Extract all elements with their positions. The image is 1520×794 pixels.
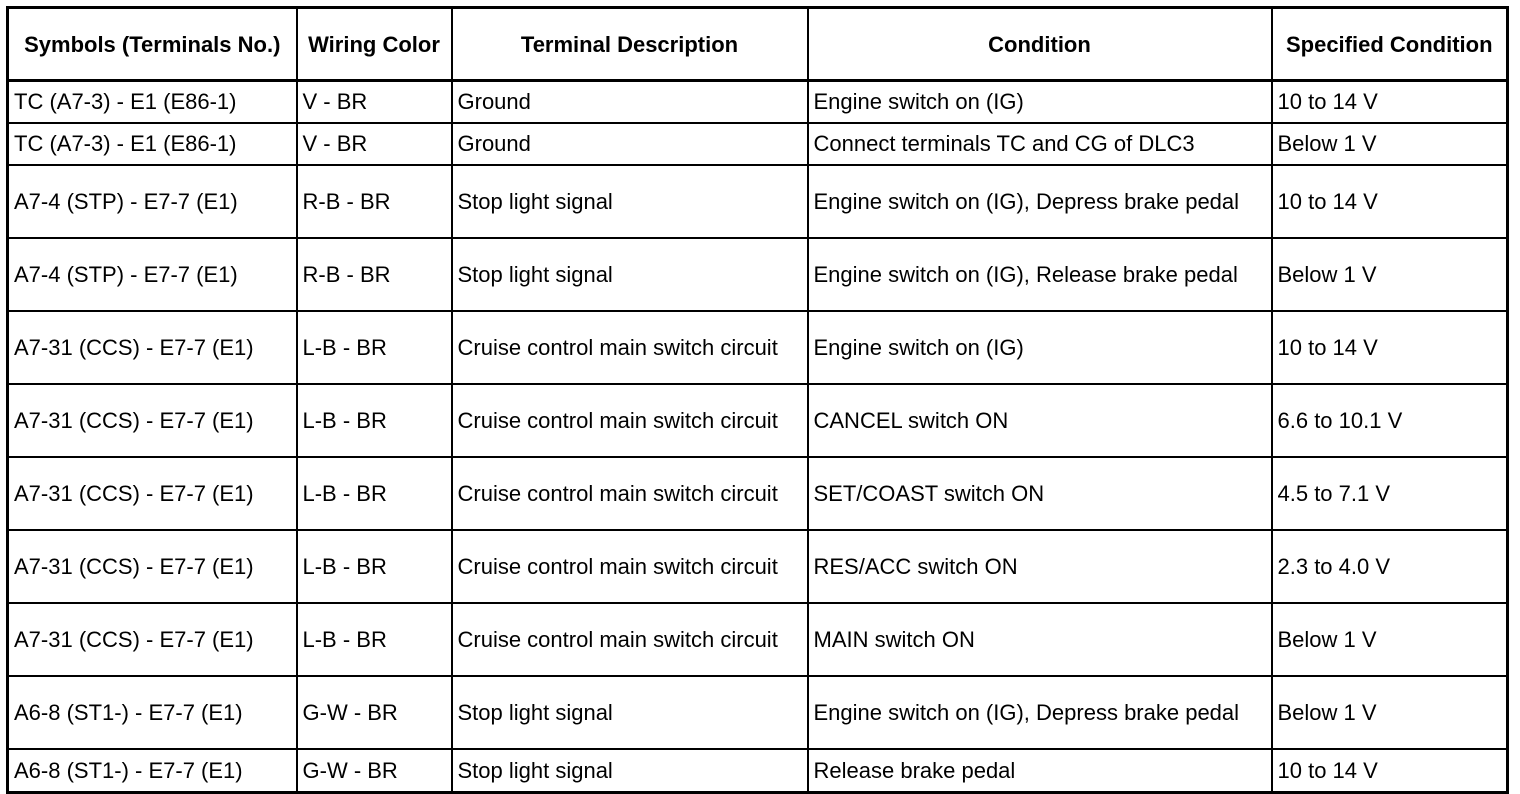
- cell-symbols: A6-8 (ST1-) - E7-7 (E1): [8, 676, 297, 749]
- cell-condition: Connect terminals TC and CG of DLC3: [808, 123, 1272, 165]
- cell-specified-condition: Below 1 V: [1272, 603, 1508, 676]
- header-specified-condition: Specified Condition: [1272, 8, 1508, 81]
- cell-wiring-color: V - BR: [297, 123, 452, 165]
- table-row: [8, 81, 1508, 124]
- cell-wiring-color: L-B - BR: [297, 530, 452, 603]
- cell-condition: Engine switch on (IG): [808, 311, 1272, 384]
- cell-wiring-color: L-B - BR: [297, 384, 452, 457]
- cell-wiring-color: L-B - BR: [297, 311, 452, 384]
- header-terminal-description: Terminal Description: [452, 8, 808, 81]
- table-row: [8, 457, 1508, 530]
- table-row: [8, 311, 1508, 384]
- header-symbols: Symbols (Terminals No.): [8, 8, 297, 81]
- cell-symbols: A7-31 (CCS) - E7-7 (E1): [8, 530, 297, 603]
- cell-specified-condition: 10 to 14 V: [1272, 749, 1508, 793]
- cell-specified-condition: 10 to 14 V: [1272, 311, 1508, 384]
- cell-specified-condition: Below 1 V: [1272, 238, 1508, 311]
- cell-terminal-description: Cruise control main switch circuit: [452, 530, 808, 603]
- cell-condition: Engine switch on (IG), Release brake pedal: [808, 238, 1272, 311]
- terminal-spec-table: [6, 6, 1509, 794]
- cell-condition: Engine switch on (IG), Depress brake pedal: [808, 165, 1272, 238]
- cell-terminal-description: Cruise control main switch circuit: [452, 384, 808, 457]
- cell-condition: Release brake pedal: [808, 749, 1272, 793]
- cell-symbols: TC (A7-3) - E1 (E86-1): [8, 123, 297, 165]
- cell-terminal-description: Stop light signal: [452, 165, 808, 238]
- cell-condition: RES/ACC switch ON: [808, 530, 1272, 603]
- cell-symbols: A6-8 (ST1-) - E7-7 (E1): [8, 749, 297, 793]
- cell-specified-condition: Below 1 V: [1272, 123, 1508, 165]
- cell-specified-condition: 10 to 14 V: [1272, 81, 1508, 124]
- cell-symbols: A7-31 (CCS) - E7-7 (E1): [8, 311, 297, 384]
- cell-wiring-color: R-B - BR: [297, 165, 452, 238]
- cell-terminal-description: Stop light signal: [452, 676, 808, 749]
- cell-specified-condition: 10 to 14 V: [1272, 165, 1508, 238]
- cell-terminal-description: Cruise control main switch circuit: [452, 457, 808, 530]
- cell-wiring-color: L-B - BR: [297, 457, 452, 530]
- cell-wiring-color: R-B - BR: [297, 238, 452, 311]
- table-row: [8, 165, 1508, 238]
- cell-specified-condition: Below 1 V: [1272, 676, 1508, 749]
- cell-specified-condition: 6.6 to 10.1 V: [1272, 384, 1508, 457]
- cell-terminal-description: Stop light signal: [452, 238, 808, 311]
- cell-condition: Engine switch on (IG): [808, 81, 1272, 124]
- cell-condition: SET/COAST switch ON: [808, 457, 1272, 530]
- cell-condition: MAIN switch ON: [808, 603, 1272, 676]
- cell-condition: CANCEL switch ON: [808, 384, 1272, 457]
- table-row: [8, 749, 1508, 793]
- table-row: [8, 676, 1508, 749]
- cell-terminal-description: Ground: [452, 123, 808, 165]
- header-wiring-color: Wiring Color: [297, 8, 452, 81]
- cell-condition: Engine switch on (IG), Depress brake pedal: [808, 676, 1272, 749]
- cell-symbols: A7-31 (CCS) - E7-7 (E1): [8, 603, 297, 676]
- cell-terminal-description: Ground: [452, 81, 808, 124]
- cell-terminal-description: Stop light signal: [452, 749, 808, 793]
- cell-wiring-color: V - BR: [297, 81, 452, 124]
- header-condition: Condition: [808, 8, 1272, 81]
- table-row: [8, 238, 1508, 311]
- cell-symbols: A7-4 (STP) - E7-7 (E1): [8, 165, 297, 238]
- cell-terminal-description: Cruise control main switch circuit: [452, 311, 808, 384]
- table-row: [8, 123, 1508, 165]
- table-row: [8, 603, 1508, 676]
- table-row: [8, 384, 1508, 457]
- cell-symbols: A7-31 (CCS) - E7-7 (E1): [8, 384, 297, 457]
- cell-symbols: A7-4 (STP) - E7-7 (E1): [8, 238, 297, 311]
- cell-terminal-description: Cruise control main switch circuit: [452, 603, 808, 676]
- cell-wiring-color: G-W - BR: [297, 676, 452, 749]
- cell-wiring-color: G-W - BR: [297, 749, 452, 793]
- table-row: [8, 530, 1508, 603]
- cell-specified-condition: 4.5 to 7.1 V: [1272, 457, 1508, 530]
- header-row: [8, 8, 1508, 81]
- cell-wiring-color: L-B - BR: [297, 603, 452, 676]
- cell-symbols: A7-31 (CCS) - E7-7 (E1): [8, 457, 297, 530]
- cell-specified-condition: 2.3 to 4.0 V: [1272, 530, 1508, 603]
- cell-symbols: TC (A7-3) - E1 (E86-1): [8, 81, 297, 124]
